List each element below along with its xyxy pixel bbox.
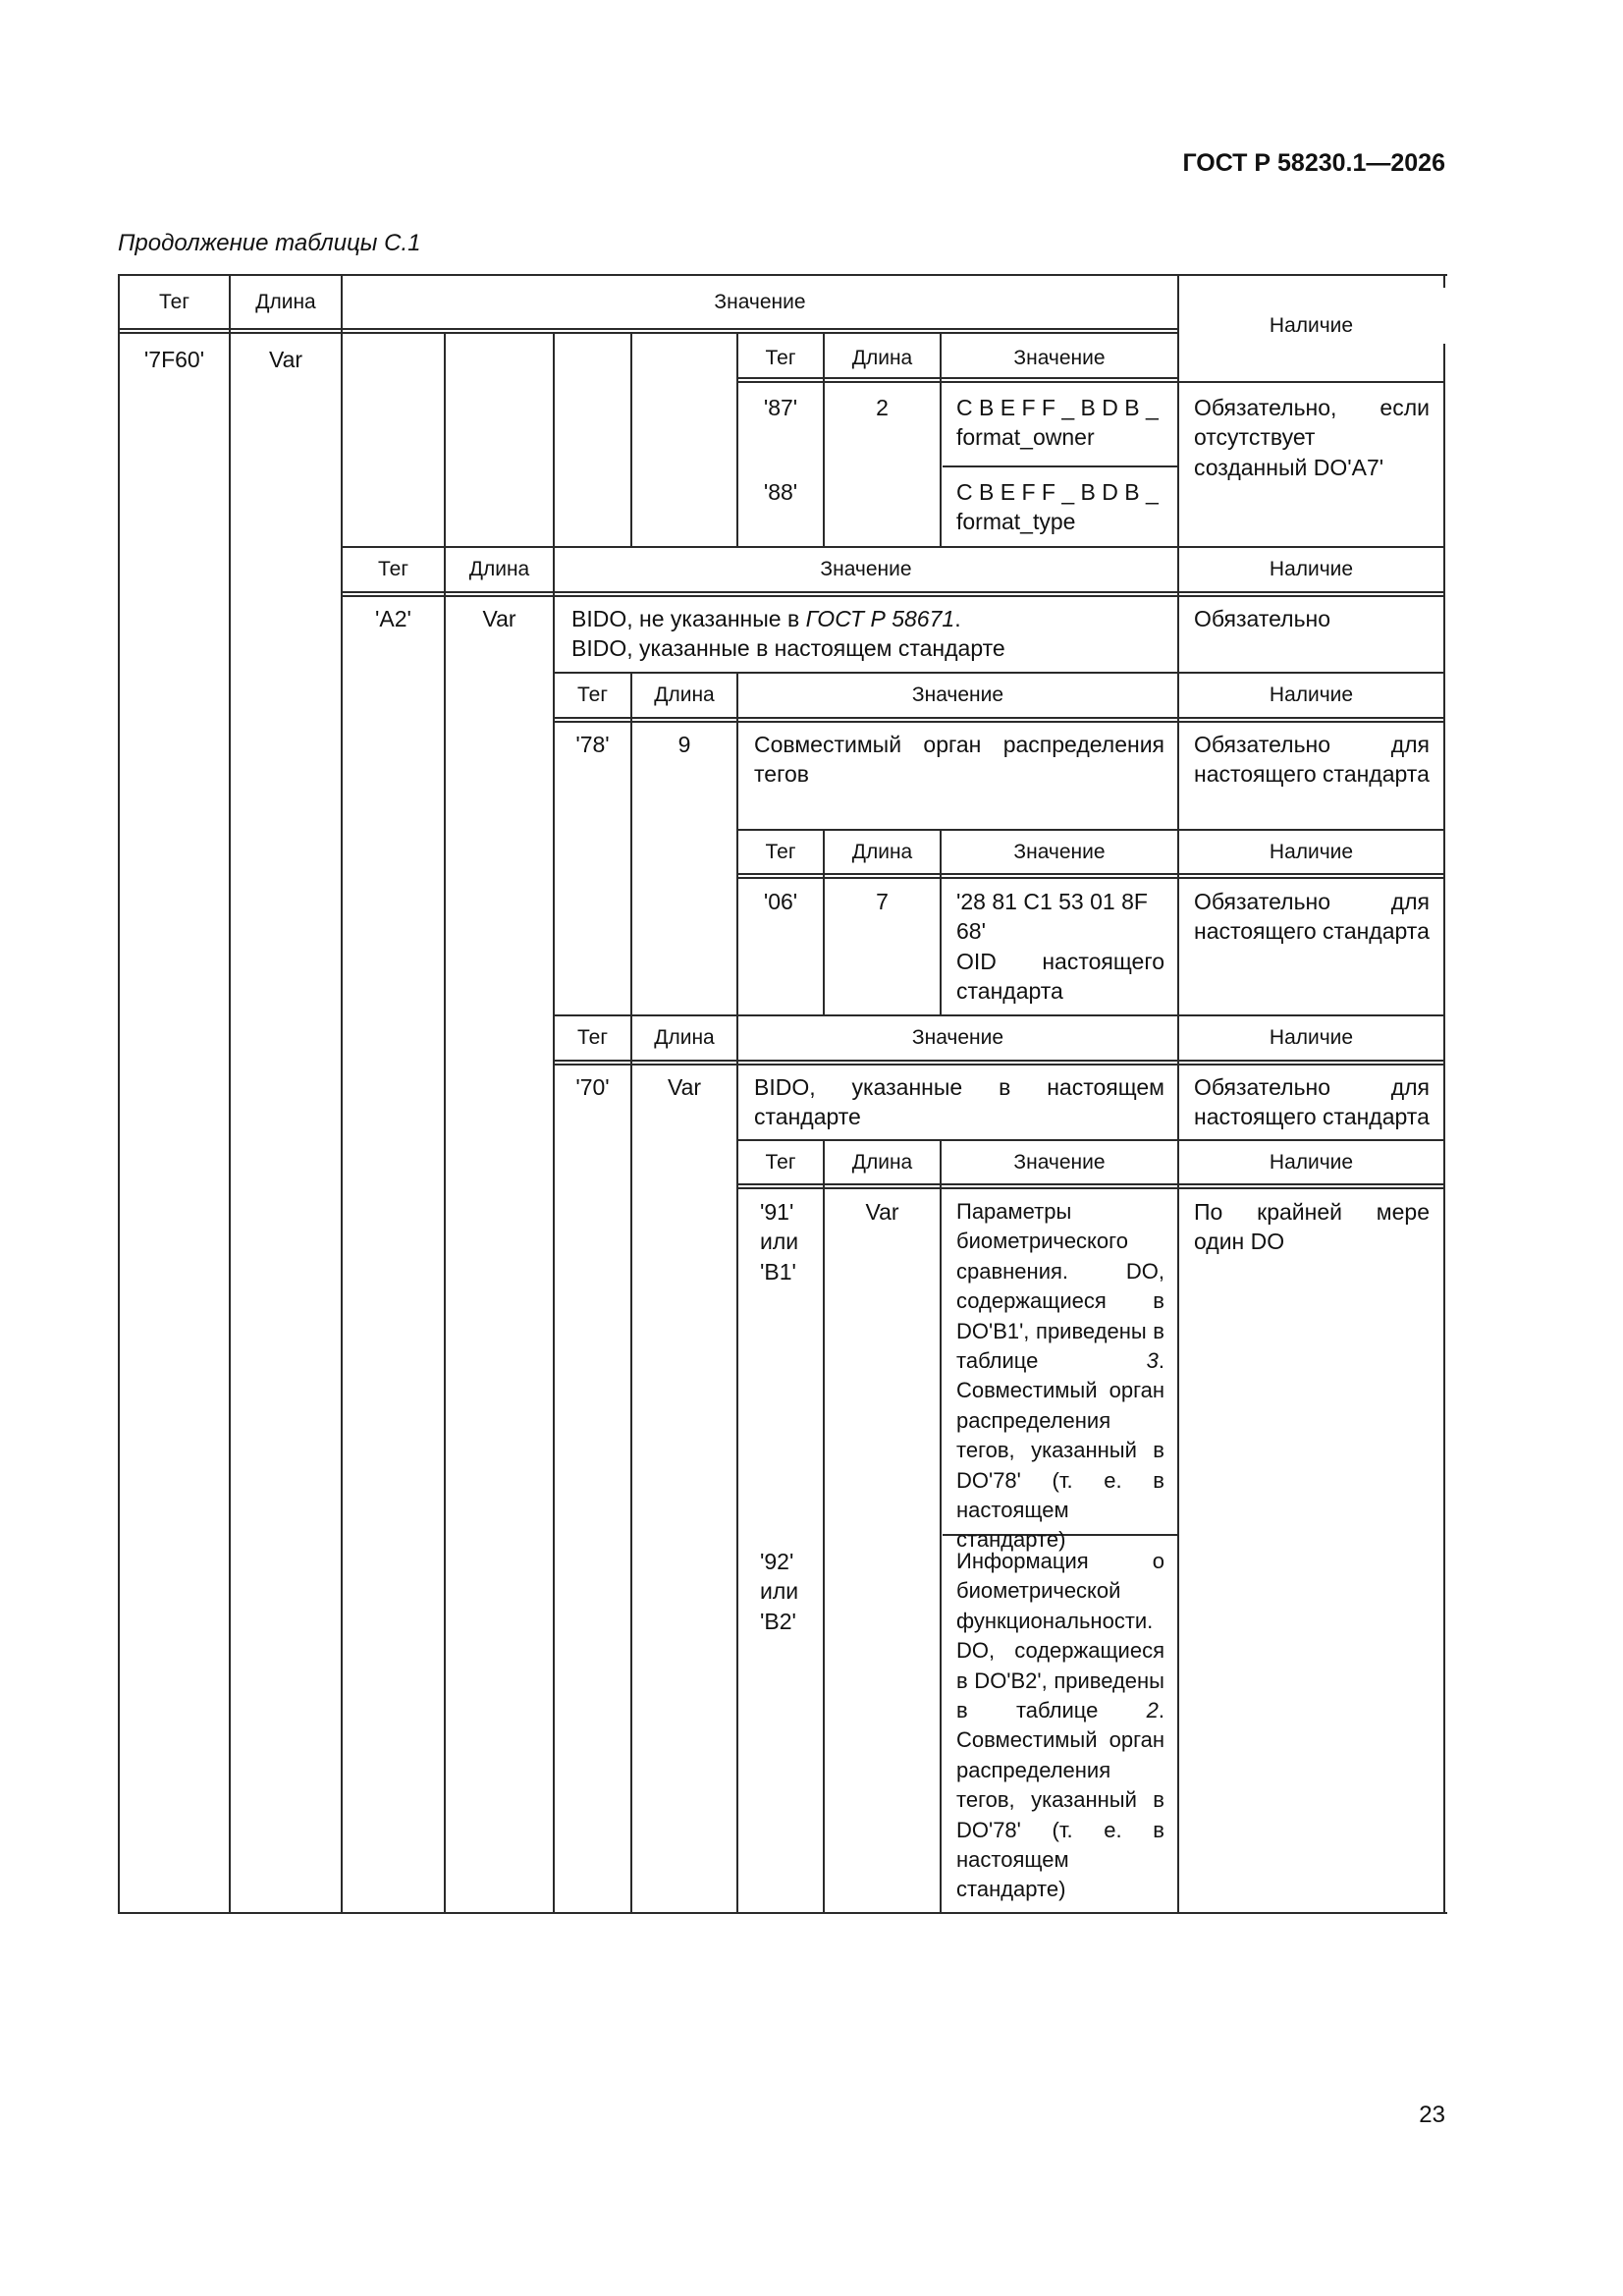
text: . Совместимый орган распределения тегов, указанный в DO'78' (т. е. в настоящем стандарте) [956, 1348, 1164, 1553]
table-rule [342, 546, 1445, 548]
standard-code: ГОСТ Р 58230.1—2026 [1182, 149, 1445, 177]
subheader-length: Длина [851, 841, 913, 863]
cell-value-a2-line-1 [571, 604, 1165, 633]
table-rule [554, 672, 1445, 674]
subheader-tag: Тег [577, 1026, 608, 1049]
table-rule [738, 1183, 1445, 1185]
cell-length-91: Var [865, 1199, 899, 1225]
table-rule [554, 721, 1445, 723]
cell-value-91 [956, 1197, 1164, 1556]
cell-presence-87: Обязательно, если отсутствует созданный DO'A7' [1194, 395, 1430, 480]
cell-tag-88: '88' [763, 479, 798, 505]
table-rule [229, 274, 231, 1914]
cell-length-78: 9 [677, 732, 691, 757]
table-rule [738, 381, 1445, 383]
cell-value-88-line-1: C B E F F _ B D B _ [956, 479, 1159, 505]
cell-tag-92-b2: '92' или 'B2' [760, 1549, 799, 1634]
subheader-presence: Наличие [1269, 1151, 1354, 1174]
cell-value-a2 [571, 604, 1165, 664]
table-rule [630, 672, 632, 1914]
table-rule [554, 1014, 1445, 1016]
subheader-value: Значение [911, 683, 1004, 706]
cell-tag-78: '78' [575, 732, 610, 757]
table-reference: 2 [1146, 1698, 1159, 1723]
text: Информация о биометрической функциональности. DO, содержащиеся в DO'B2', приведены в таблице [956, 1549, 1164, 1723]
table-rule [738, 877, 1445, 879]
cell-tag-91-b1: '91' или 'B1' [760, 1199, 799, 1285]
table-rule [118, 1912, 1447, 1914]
table-rule [1443, 274, 1445, 288]
subheader-presence: Наличие [1269, 841, 1354, 863]
cell-length-7f60: Var [268, 347, 303, 372]
header-presence: Наличие [1269, 314, 1354, 337]
subheader-value: Значение [911, 1026, 1004, 1049]
subheader-tag: Тег [765, 841, 796, 863]
cell-presence-78: Обязательно для настоящего стандарта [1194, 732, 1430, 788]
table-rule [738, 377, 1178, 379]
cell-value-06 [956, 887, 1164, 1007]
header-tag: Тег [159, 291, 189, 313]
table-rule [738, 1187, 1445, 1189]
table-rule [738, 1139, 1445, 1141]
cell-value-87 [956, 393, 1164, 453]
subheader-tag: Тег [577, 683, 608, 706]
table-rule [738, 829, 1445, 831]
table-rule [118, 274, 1447, 276]
cell-value-87-line-1: C B E F F _ B D B _ [956, 395, 1159, 420]
header-length: Длина [255, 291, 316, 313]
cell-value-92 [956, 1547, 1164, 1905]
cell-presence-06: Обязательно для настоящего стандарта [1194, 889, 1430, 945]
cell-tag-70: '70' [575, 1074, 610, 1100]
table-rule [1443, 344, 1445, 1914]
subheader-tag: Тег [765, 1151, 796, 1174]
table-rule [940, 1139, 942, 1914]
table-rule [1177, 274, 1179, 1914]
text: . Совместимый орган распределения тегов, указанный в DO'78' (т. е. в настоящем стандарте) [956, 1698, 1164, 1902]
subheader-presence: Наличие [1269, 558, 1354, 580]
table-rule [444, 332, 446, 546]
cell-tag-06: '06' [763, 889, 798, 914]
text: . [954, 606, 961, 631]
cell-presence-a2: Обязательно [1194, 606, 1331, 631]
cell-length-a2: Var [482, 606, 516, 631]
cell-value-87-line-2: format_owner [956, 424, 1095, 451]
subheader-tag: Тег [765, 347, 796, 369]
cell-value-88-line-2: format_type [956, 509, 1076, 535]
table-continuation-caption: Продолжение таблицы С.1 [118, 230, 421, 256]
table-rule [554, 717, 1445, 719]
table-rule [823, 1139, 825, 1914]
subheader-length: Длина [654, 1026, 715, 1049]
table-rule [554, 1064, 1445, 1066]
table-rule [118, 274, 120, 1914]
subheader-value: Значение [820, 558, 912, 580]
text: BIDO, не указанные в [571, 606, 806, 631]
cell-tag-a2: 'A2' [375, 606, 411, 631]
table-rule [342, 591, 1445, 593]
table-rule [342, 595, 1445, 597]
subheader-value: Значение [1013, 1151, 1106, 1174]
cell-tag-87: '87' [763, 395, 798, 420]
cell-value-78: Совместимый орган распределения тегов [754, 732, 1164, 788]
cell-value-70: BIDO, указанные в настоящем стандарте [754, 1074, 1164, 1130]
cell-length-87: 2 [876, 395, 889, 420]
table-rule [341, 274, 343, 1914]
cell-tag-7f60: '7F60' [143, 347, 205, 372]
table-rule [554, 1060, 1445, 1062]
subheader-length: Длина [654, 683, 715, 706]
table-rule [943, 465, 1178, 467]
header-value: Значение [714, 291, 806, 313]
subheader-length: Длина [851, 1151, 913, 1174]
cell-presence-91: По крайней мере один DO [1194, 1199, 1430, 1255]
subheader-presence: Наличие [1269, 1026, 1354, 1049]
subheader-tag: Тег [378, 558, 408, 580]
cell-presence-70: Обязательно для настоящего стандарта [1194, 1074, 1430, 1130]
cell-length-06: 7 [876, 889, 889, 914]
table-rule [444, 546, 446, 1914]
subheader-value: Значение [1013, 347, 1106, 369]
standard-reference: ГОСТ Р 58671 [805, 606, 955, 631]
subheader-length: Длина [468, 558, 530, 580]
cell-value-a2-line-2: BIDO, указанные в настоящем стандарте [571, 635, 1005, 662]
text: Параметры биометрического сравнения. DO, содержащиеся в DO'B1', приведены в таблице [956, 1199, 1164, 1374]
table-rule [630, 332, 632, 546]
cell-value-06-text: OID настоящего стандарта [956, 948, 1164, 1005]
cell-length-70: Var [667, 1074, 702, 1100]
subheader-presence: Наличие [1269, 683, 1354, 706]
table-rule [553, 332, 555, 546]
page-number: 23 [1419, 2102, 1445, 2128]
cell-value-88 [956, 477, 1164, 537]
table-reference: 3 [1146, 1348, 1159, 1374]
table-rule [738, 873, 1445, 875]
table-rule [118, 332, 1178, 334]
subheader-length: Длина [851, 347, 913, 369]
subheader-value: Значение [1013, 841, 1106, 863]
cell-value-06-oid: '28 81 C1 53 01 8F 68' [956, 889, 1148, 945]
table-rule [118, 328, 1178, 330]
